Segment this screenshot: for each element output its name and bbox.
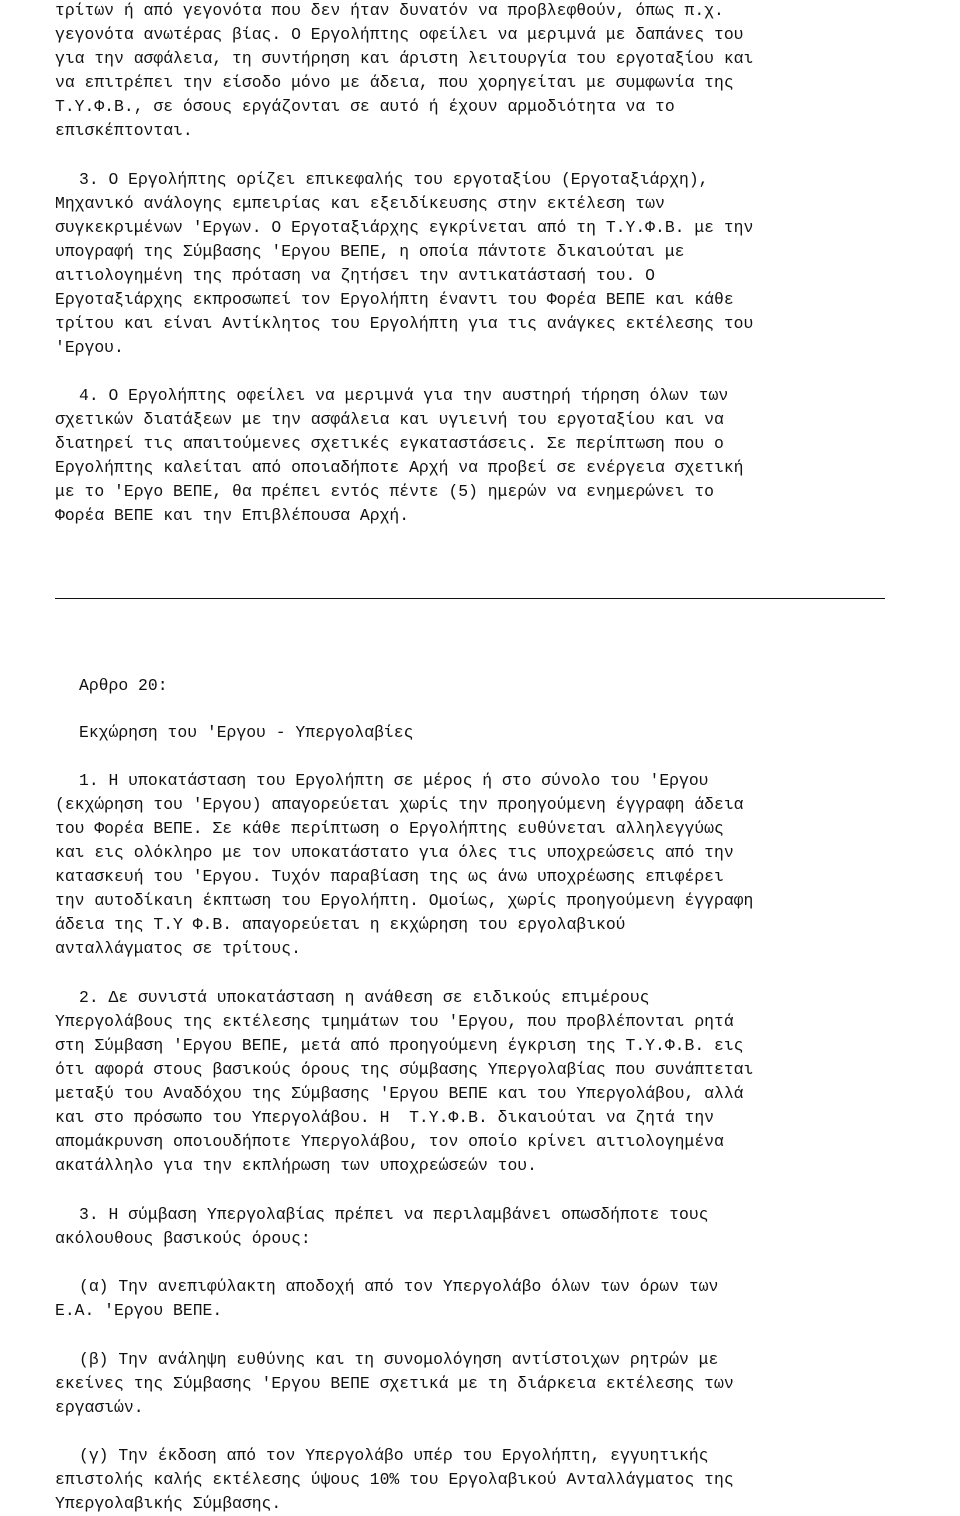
- text-line: διατηρεί τις απαιτούμενες σχετικές εγκαταστάσεις. Σε περίπτωση που ο: [55, 434, 724, 453]
- text-line: επιστολής καλής εκτέλεσης ύψους 10% του Εργολαβικού Ανταλλάγματος της: [55, 1470, 734, 1489]
- text-line: γεγονότα ανωτέρας βίας. Ο Εργολήπτης οφείλει να μεριμνά με δαπάνες του: [55, 25, 744, 44]
- text-line: ακατάλληλο για την εκπλήρωση των υποχρεώσεών του.: [55, 1156, 537, 1175]
- text-line: ανταλλάγματος σε τρίτους.: [55, 939, 301, 958]
- text-line: Υπεργολάβους της εκτέλεσης τμημάτων του 'Εργου, που προβλέπονται ρητά: [55, 1012, 734, 1031]
- text-line: άδεια της Τ.Υ Φ.Β. απαγορεύεται η εκχώρηση του εργολαβικού: [55, 915, 626, 934]
- text-line: Υπεργολαβικής Σύμβασης.: [55, 1494, 282, 1513]
- text-line: συγκεκριμένων 'Εργων. Ο Εργοταξιάρχης εγκρίνεται από τη Τ.Υ.Φ.Β. με την: [55, 218, 754, 237]
- paragraph-start: 3. Ο Εργολήπτης ορίζει επικεφαλής του εργοταξίου (Εργοταξιάρχη),: [79, 170, 709, 189]
- text-line: Εργοταξιάρχης εκπροσωπεί τον Εργολήπτη έναντι του Φορέα ΒΕΠΕ και κάθε: [55, 290, 734, 309]
- text-line: και στο πρόσωπο του Υπεργολάβου. Η Τ.Υ.Φ.Β. δικαιούται να ζητά την: [55, 1108, 715, 1127]
- section-divider: [55, 598, 885, 599]
- text-line: εργασιών.: [55, 1398, 144, 1417]
- list-item-start: (γ) Την έκδοση από τον Υπεργολάβο υπέρ του Εργολήπτη, εγγυητικής: [79, 1446, 709, 1465]
- text-line: (εκχώρηση του 'Εργου) απαγορεύεται χωρίς την προηγούμενη έγγραφη άδεια: [55, 795, 744, 814]
- text-line: την αυτοδίκαιη έκπτωση του Εργολήπτη. Ομοίως, χωρίς προηγούμενη έγγραφη: [55, 891, 754, 910]
- text-line: στη Σύμβαση 'Εργου ΒΕΠΕ, μετά από προηγούμενη έγκριση της Τ.Υ.Φ.Β. εις: [55, 1036, 744, 1055]
- paragraph-start: 4. Ο Εργολήπτης οφείλει να μεριμνά για την αυστηρή τήρηση όλων των: [79, 386, 729, 405]
- text-line: αιτιολογημένη της πρόταση να ζητήσει την αντικατάστασή του. Ο: [55, 266, 655, 285]
- text-line: απομάκρυνση οποιουδήποτε Υπεργολάβου, τον οποίο κρίνει αιτιολογημένα: [55, 1132, 724, 1151]
- text-line: Τ.Υ.Φ.Β., σε όσους εργάζονται σε αυτό ή έχουν αρμοδιότητα να το: [55, 97, 675, 116]
- text-line: τρίτων ή από γεγονότα που δεν ήταν δυνατόν να προβλεφθούν, όπως π.χ.: [55, 1, 724, 20]
- text-line: Ε.Α. 'Εργου ΒΕΠΕ.: [55, 1301, 223, 1320]
- text-line: για την ασφάλεια, τη συντήρηση και άριστη λειτουργία του εργοταξίου και: [55, 49, 754, 68]
- text-line: εκείνες της Σύμβασης 'Εργου ΒΕΠΕ σχετικά με τη διάρκεια εκτέλεσης των: [55, 1374, 734, 1393]
- text-line: κατασκευή του 'Εργου. Τυχόν παραβίαση της ως άνω υποχρέωσης επιφέρει: [55, 867, 724, 886]
- paragraph-start: 2. Δε συνιστά υποκατάσταση η ανάθεση σε ειδικούς επιμέρους: [79, 988, 650, 1007]
- paragraph-start: 3. Η σύμβαση Υπεργολαβίας πρέπει να περιλαμβάνει οπωσδήποτε τους: [79, 1205, 709, 1224]
- text-line: επισκέπτονται.: [55, 121, 193, 140]
- text-line: μεταξύ του Αναδόχου της Σύμβασης 'Εργου ΒΕΠΕ και του Υπεργολάβου, αλλά: [55, 1084, 744, 1103]
- text-line: υπογραφή της Σύμβασης 'Εργου ΒΕΠΕ, η οποία πάντοτε δικαιούται με: [55, 242, 685, 261]
- text-line: και εις ολόκληρο με τον υποκατάστατο για όλες τις υποχρεώσεις από την: [55, 843, 734, 862]
- text-line: Εργολήπτης καλείται από οποιαδήποτε Αρχή να προβεί σε ενέργεια σχετική: [55, 458, 744, 477]
- text-line: να επιτρέπει την είσοδο μόνο με άδεια, που χορηγείται με συμφωνία της: [55, 73, 734, 92]
- text-line: σχετικών διατάξεων με την ασφάλεια και υγιεινή του εργοταξίου και να: [55, 410, 724, 429]
- article-heading: Αρθρο 20:: [79, 676, 168, 695]
- list-item-start: (β) Την ανάληψη ευθύνης και τη συνομολόγηση αντίστοιχων ρητρών με: [79, 1350, 719, 1369]
- text-line: Μηχανικό ανάλογης εμπειρίας και εξειδίκευσης στην εκτέλεση των: [55, 194, 665, 213]
- text-line: ακόλουθους βασικούς όρους:: [55, 1229, 311, 1248]
- text-line: του Φορέα ΒΕΠΕ. Σε κάθε περίπτωση ο Εργολήπτης ευθύνεται αλληλεγγύως: [55, 819, 724, 838]
- text-line: 'Εργου.: [55, 338, 124, 357]
- text-line: Φορέα ΒΕΠΕ και την Επιβλέπουσα Αρχή.: [55, 506, 410, 525]
- text-line: με το 'Εργο ΒΕΠΕ, θα πρέπει εντός πέντε (5) ημερών να ενημερώνει το: [55, 482, 715, 501]
- text-line: τρίτου και είναι Αντίκλητος του Εργολήπτη για τις ανάγκες εκτέλεσης του: [55, 314, 754, 333]
- list-item-start: (α) Την ανεπιφύλακτη αποδοχή από τον Υπεργολάβο όλων των όρων των: [79, 1277, 719, 1296]
- text-line: ότι αφορά στους βασικούς όρους της σύμβασης Υπεργολαβίας που συνάπτεται: [55, 1060, 754, 1079]
- article-subtitle: Εκχώρηση του 'Εργου - Υπεργολαβίες: [79, 723, 414, 742]
- paragraph-start: 1. Η υποκατάσταση του Εργολήπτη σε μέρος ή στο σύνολο του 'Εργου: [79, 771, 709, 790]
